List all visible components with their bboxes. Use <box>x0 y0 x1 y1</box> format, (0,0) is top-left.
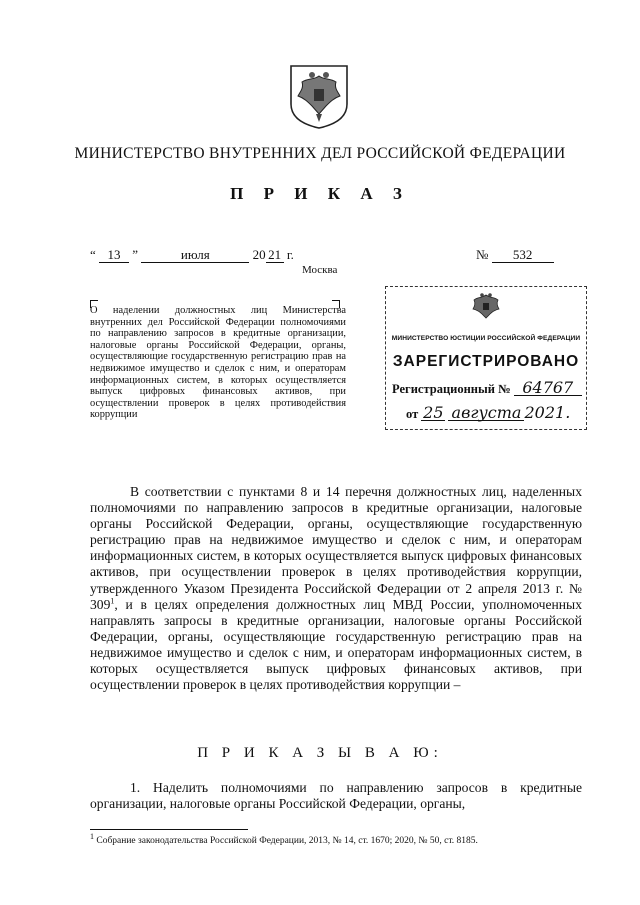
stamp-date-prefix: от <box>406 407 419 421</box>
command-heading: П Р И К А З Ы В А Ю: <box>197 745 443 761</box>
stamp-reg-number: 64767 <box>514 381 582 396</box>
date-month: июля <box>141 248 249 263</box>
stamp-date-line <box>406 403 570 422</box>
stamp-emblem-icon <box>471 291 501 321</box>
number-value: 532 <box>492 248 554 263</box>
stamp-reg-number-line <box>392 378 582 397</box>
date-year-suffix: 21 <box>266 248 284 263</box>
footnote-divider <box>90 829 248 830</box>
coat-of-arms-emblem <box>288 62 350 130</box>
order-date <box>90 247 294 263</box>
footnote-mark: 1 <box>90 831 94 841</box>
ministry-name: МИНИСТЕРСТВО ВНУТРЕННИХ ДЕЛ РОССИЙСКОЙ ФЕДЕРАЦИИ <box>74 145 566 162</box>
preamble-part-2: , и в целях определения должностных лиц МВД России, уполномоченных направлять запросы в кредитные организации, налоговые органы Российской Федерации, органы, осуществляющие государственную регистрацию прав на недвижимое имущество и сделок с ним, и операторам информационных систем, в которых осуществляется выпуск цифровых финансовых активов, при осуществлении проверок в целях противодействия коррупции – <box>90 596 582 693</box>
preamble-part-1: В соответствии с пунктами 8 и 14 перечня должностных лиц, наделенных полномочиями по направлению запросов в кредитные организации, налоговые органы Российской Федерации, органы, осуществляющие государственную регистрацию прав на недвижимое имущество и сделок с ним, и операторам информационных систем, в которых осуществляется выпуск цифровых финансовых активов, при осуществлении проверок в целях противодействия коррупции, утвержденного Указом Президента Российской Федерации от 2 апреля 2013 г. № 309 <box>90 484 582 612</box>
order-number <box>476 247 554 263</box>
number-label: № <box>476 247 489 262</box>
preamble-paragraph <box>90 484 582 693</box>
stamp-date-month: августа <box>448 406 524 421</box>
footnote <box>90 831 478 846</box>
order-subject: О наделении должностных лиц Министерства внутренних дел Российской Федерации полномочиями по направлению запросов в кредитные организации, налоговые органы Российской Федерации, органы, осуществляющие государственную регистрацию прав на недвижимое имущество и сделок с ним, и операторам информационных систем, в которых осуществляется выпуск цифровых финансовых активов, при осуществлении проверок в целях противодействия коррупции <box>90 305 346 421</box>
city: Москва <box>302 264 338 276</box>
document-type: П Р И К А З <box>230 184 410 203</box>
stamp-ministry: МИНИСТЕРСТВО ЮСТИЦИИ РОССИЙСКОЙ ФЕДЕРАЦИИ <box>391 335 581 342</box>
stamp-date-year: 2021. <box>524 403 571 422</box>
footnote-text: Собрание законодательства Российской Федерации, 2013, № 14, ст. 1670; 2020, № 50, ст. 8185. <box>96 836 478 846</box>
date-day: 13 <box>99 248 129 263</box>
stamp-reg-label: Регистрационный № <box>392 382 511 396</box>
date-quote-close: ” <box>132 247 139 262</box>
date-year-prefix: 20 <box>252 247 266 262</box>
item-1-paragraph: 1. Наделить полномочиями по направлению запросов в кредитные организации, налоговые органы Российской Федерации, органы, <box>90 780 582 812</box>
stamp-registered: ЗАРЕГИСТРИРОВАНО <box>392 353 580 370</box>
stamp-date-day: 25 <box>423 403 444 422</box>
date-year-mark: г. <box>286 247 294 262</box>
registration-stamp <box>385 286 587 430</box>
date-quote-open: “ <box>90 247 96 262</box>
footnote-reference: 1 <box>110 596 115 606</box>
